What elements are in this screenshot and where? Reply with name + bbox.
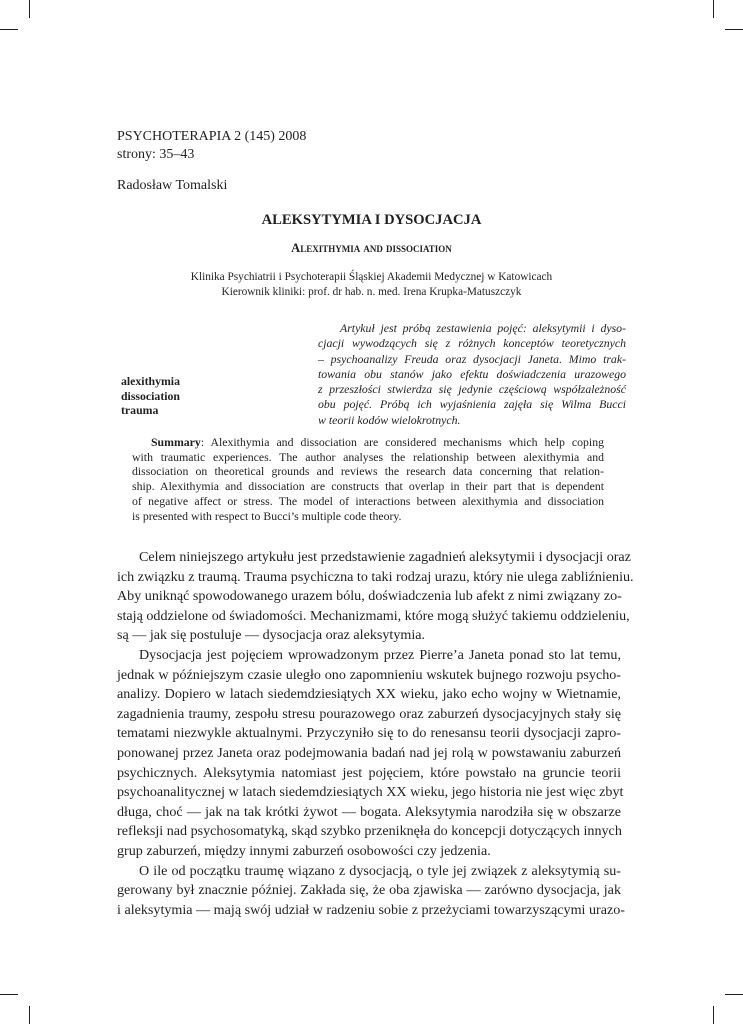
abstract-line: cjacji wywodzących się z różnych konceptów teoretycznych bbox=[318, 336, 626, 351]
article-title: ALEKSYTYMIA I DYSOCJACJA bbox=[261, 212, 482, 228]
author-name: Radosław Tomalski bbox=[117, 178, 228, 193]
body-line: długa, choć — jak na tak krótki żywot — bogata. Aleksytymia narodziła się w obszarze bbox=[117, 803, 621, 820]
summary-line bbox=[132, 435, 604, 450]
summary-line: of negative affect or stress. The model of interactions between alexithymia and dissociation bbox=[132, 493, 604, 508]
body-line: grup zaburzeń, między innymi zaburzeń osobowości czy jedzenia. bbox=[117, 842, 491, 859]
summary-line: dissociation on theoretical grounds and reviews the research data concerning that relation- bbox=[132, 464, 604, 479]
crop-mark-top-left-vertical bbox=[29, 0, 30, 18]
summary-label: Summary bbox=[151, 435, 201, 449]
body-text bbox=[117, 548, 634, 920]
crop-mark-bottom-right-horizontal bbox=[725, 994, 743, 995]
crop-mark-bottom-right-vertical bbox=[713, 1006, 714, 1024]
page-range: strony: 35–43 bbox=[117, 147, 195, 162]
article-title-english: Alexithymia and dissociation bbox=[291, 241, 452, 255]
journal-info: PSYCHOTERAPIA 2 (145) 2008 bbox=[117, 129, 307, 144]
body-line: i aleksytymia — mają swój udział w radzeniu sobie z przeżyciami towarzyszącymi urazo- bbox=[117, 901, 625, 918]
summary-line: is presented with respect to Bucci’s multiple code theory. bbox=[132, 508, 402, 523]
body-line: gerowany był znacznie później. Zakłada się, że oba zjawiska — zarówno dysocjacja, jak bbox=[117, 882, 621, 899]
body-line: analizy. Dopiero w latach siedemdziesiątych XX wieku, jako echo wojny w Wietnamie, bbox=[117, 686, 621, 703]
crop-mark-top-right-vertical bbox=[713, 0, 714, 18]
body-line: Celem niniejszego artykułu jest przedstawienie zagadnień aleksytymii i dysocjacji oraz bbox=[139, 549, 631, 565]
keyword: dissociation bbox=[121, 388, 180, 403]
body-line: psychicznych. Aleksytymia natomiast jest pojęciem, które powstało na gruncie teorii bbox=[117, 764, 621, 781]
body-line: O ile od początku traumę wiązano z dysocjacją, o tyle jej związek z aleksytymią su- bbox=[139, 862, 621, 879]
body-line: ponowanej przez Janeta oraz podejmowania badań nad jej rolą w powstawaniu zaburzeń bbox=[117, 744, 621, 761]
keyword: alexithymia bbox=[121, 374, 180, 388]
keyword: trauma bbox=[121, 403, 159, 418]
affiliation-institution: Klinika Psychiatrii i Psychoterapii Śląskiej Akademii Medycznej w Katowicach bbox=[190, 271, 553, 283]
abstract-line: z przeszłości stwierdza się jedynie częściową współzależność bbox=[318, 382, 626, 397]
summary-line-text: : Alexithymia and dissociation are considered mechanisms which help coping bbox=[200, 435, 604, 449]
summary-english bbox=[132, 435, 604, 523]
abstract-polish bbox=[318, 321, 626, 428]
crop-mark-bottom-left-vertical bbox=[29, 1006, 30, 1024]
crop-mark-top-left-horizontal bbox=[0, 29, 18, 30]
abstract-line: towania obu stanów jako efektu doświadczenia urazowego bbox=[318, 366, 626, 381]
crop-mark-top-right-horizontal bbox=[725, 29, 743, 30]
body-line: refleksji nad psychosomatyką, skąd szybko przeniknęła do koncepcji dotyczących innych bbox=[117, 823, 622, 840]
crop-mark-bottom-left-horizontal bbox=[0, 994, 18, 995]
body-line: zagadnienia traumy, zespołu stresu pourazowego oraz zaburzeń dysocjacyjnych stały się bbox=[117, 705, 621, 722]
affiliation-head: Kierownik kliniki: prof. dr hab. n. med. Irena Krupka-Matuszczyk bbox=[221, 286, 522, 298]
body-line: psychoanalitycznej w latach siedemdziesiątych XX wieku, jego historia nie jest więc zbyt bbox=[117, 784, 624, 801]
body-line: Aby uniknąć spowodowanego urazem bólu, doświadczenia lub afekt z nimi związany zo- bbox=[117, 588, 622, 605]
body-line: tematami niezwykle aktualnymi. Przyczyniło się to do renesansu teorii dysocjacji zapro- bbox=[117, 725, 621, 742]
abstract-line: obu pojęć. Próbą ich wyjaśnienia zajęła się Wilma Bucci bbox=[318, 397, 626, 412]
body-line: jednak w późniejszym czasie uległo ono zapomnieniu wskutek bujnego rozwoju psycho- bbox=[117, 666, 621, 683]
summary-line: with traumatic experiences. The author analyses the relationship between alexithymia and bbox=[132, 449, 604, 464]
abstract-line: w teorii kodów wielokrotnych. bbox=[318, 412, 461, 427]
summary-line: ship. Alexithymia and dissociation are constructs that overlap in their part that is dependent bbox=[132, 479, 604, 494]
keywords bbox=[121, 374, 180, 418]
body-line: stają oddzielone od świadomości. Mechanizmami, które mogą służyć takiemu oddzieleniu, bbox=[117, 607, 630, 624]
body-line: są — jak się postuluje — dysocjacja oraz aleksytymia. bbox=[117, 627, 426, 644]
abstract-line: – psychoanalizy Freuda oraz dysocjacji Janeta. Mimo trak- bbox=[318, 351, 626, 366]
abstract-line: Artykuł jest próbą zestawienia pojęć: aleksytymii i dyso- bbox=[340, 321, 626, 335]
body-line: ich związku z traumą. Trauma psychiczna to taki rodzaj urazu, który nie ulega zabliźnieniu. bbox=[117, 568, 634, 585]
body-line: Dysocjacja jest pojęciem wprowadzonym przez Pierre’a Janeta ponad sto lat temu, bbox=[139, 646, 621, 663]
